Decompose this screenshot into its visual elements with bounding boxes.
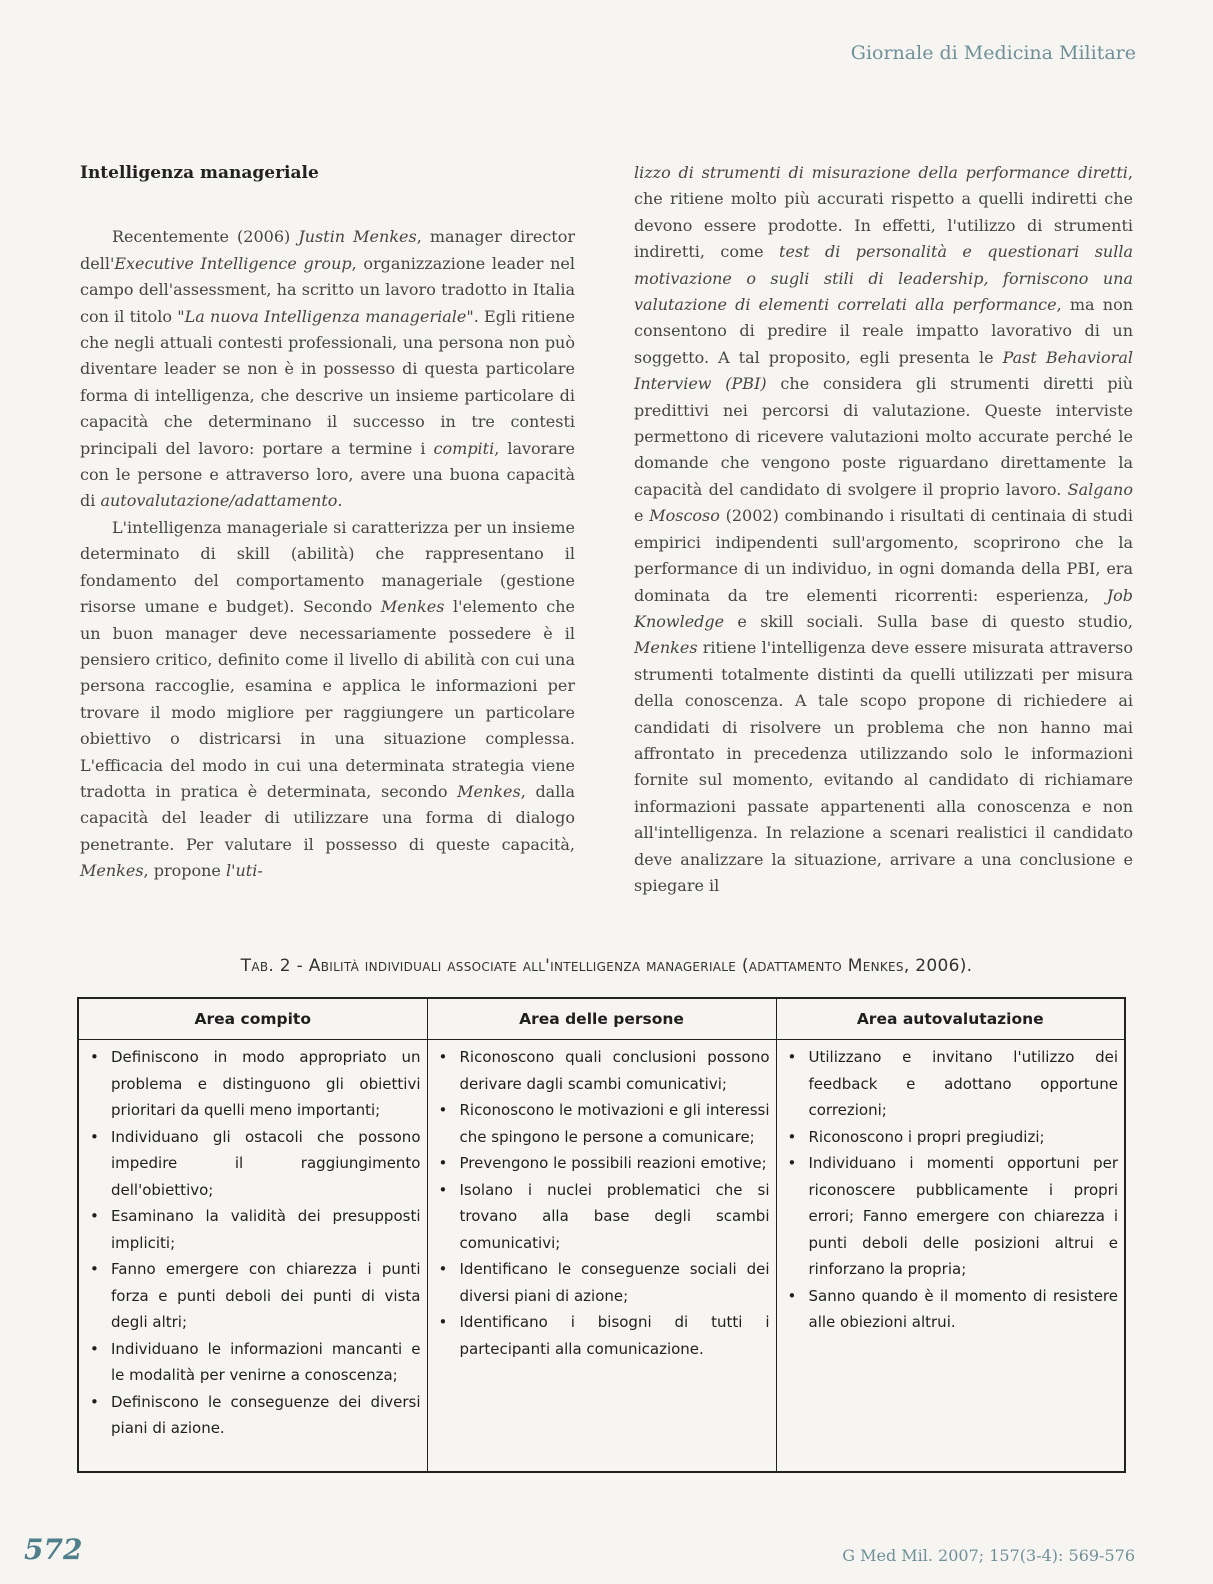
italic-run: Moscoso [649,506,720,526]
list-item: • Esaminano la validità dei presupposti impliciti; [83,1203,421,1256]
text-run: ritiene l'intelligenza deve essere misurata attraverso strumenti totalmente distinti da quelli utilizzati per misura della conoscenza. A tale scopo propone di richiedere ai candidati di risolvere un problema che non hanno mai affrontato in precedenza utilizzando solo le informazioni fornite sul momento, evitando al candidato di richiamare informazioni passate appartenenti alla conoscenza e non all'intelligenza. In relazione a scenari realistici il candidato deve analizzare la situazione, arrivare a una conclusione e spiegare il [634,638,1133,895]
list-item: • Definiscono le conseguenze dei diversi piani di azione. [83,1389,421,1442]
bullet-list [83,1044,421,1442]
list-item: • Riconoscono le motivazioni e gli interessi che spingono le persone a comunicare; [432,1097,770,1150]
section-title: Intelligenza manageriale [80,163,319,183]
italic-run: compiti [433,438,495,458]
list-item: • Individuano i momenti opportuni per riconoscere pubblicamente i propri errori; Fanno emergere con chiarezza i punti deboli delle posizioni altrui e rinforzano la propria; [781,1150,1119,1283]
text-run: Recentemente (2006) [112,227,299,247]
list-item: • Riconoscono i propri pregiudizi; [781,1124,1119,1151]
cell-area-autovalutazione [776,1040,1125,1473]
list-item: • Riconoscono quali conclusioni possono derivare dagli scambi comunicativi; [432,1044,770,1097]
bullet-list [432,1044,770,1362]
text-run: ". Egli ritiene che negli attuali contesti professionali, una persona non può diventare leader se non è in possesso di questa particolare forma di intelligenza, che descrive un insieme particolare di capacità che determinano il successo in tre contesti principali del lavoro: portare a termine i [80,306,576,458]
text-run: (2002) combinando i risultati di centinaia di studi empirici indipendenti sull'argomento, scoprirono che la performance di un individuo, in ogni domanda della PBI, era dominata da tre elementi ricorrenti: esperienza, [634,506,1134,605]
italic-run: Past Behavioral Interview (PBI) [634,347,1133,394]
bullet-list [781,1044,1119,1336]
page-number: 572 [24,1533,83,1566]
abilities-table [77,997,1126,1473]
journal-header: Giornale di Medicina Militare [850,42,1136,64]
italic-run: Salgano [1067,479,1133,499]
text-run: , propone [143,861,226,881]
italic-run: Job Knowledge [634,585,1133,631]
journal-citation: G Med Mil. 2007; 157(3-4): 569-576 [842,1546,1135,1565]
italic-run: lizzo di strumenti di misurazione della performance diretti [634,163,1128,182]
column-header-area-persone: Area delle persone [427,998,776,1040]
column-header-area-autovalutazione: Area autovalutazione [776,998,1125,1040]
cell-area-persone [427,1040,776,1473]
caption-text: Tab. 2 - Abilità individuali associate all'intelligenza manageriale (adattamento Menkes, 2006). [240,956,973,976]
list-item: • Identificano le conseguenze sociali dei diversi piani di azione; [432,1256,770,1309]
text-run: che considera gli strumenti diretti più predittivi nei percorsi di valutazione. Queste interviste permettono di ricevere valutazioni molto accurate perché le domande che vengono poste riguardano direttamente la capacità del candidato di svolgere il proprio lavoro. [634,374,1133,499]
list-item: • Identificano i bisogni di tutti i partecipanti alla comunicazione. [432,1309,770,1362]
right-column [634,160,1133,899]
italic-run: test di personalità e questionari sulla motivazione o sugli stili di leadership, forniscono una valutazione di elementi correlati alla performance [634,242,1133,315]
italic-run: Menkes [380,597,445,617]
left-column [80,160,575,885]
italic-run: l'uti- [225,861,263,881]
list-item: • Sanno quando è il momento di resistere alle obiezioni altrui. [781,1283,1119,1336]
list-item: • Fanno emergere con chiarezza i punti forza e punti deboli dei punti di vista degli altri; [83,1256,421,1336]
list-item: • Individuano gli ostacoli che possono impedire il raggiungimento dell'obiettivo; [83,1124,421,1204]
paragraph-1 [80,224,575,514]
list-item: • Prevengono le possibili reazioni emotive; [432,1150,770,1177]
italic-run: Executive Intelligence group [114,253,352,273]
list-item: • Utilizzano e invitano l'utilizzo dei feedback e adottano opportune correzioni; [781,1044,1119,1124]
italic-run: Menkes [457,781,521,801]
text-run: , manager director dell' [80,227,575,273]
paragraph-2 [80,515,575,885]
list-item: • Individuano le informazioni mancanti e le modalità per venirne a conoscenza; [83,1336,421,1389]
cell-area-compito [78,1040,427,1473]
list-item: • Isolano i nuclei problematici che si trovano alla base degli scambi comunicativi; [432,1177,770,1257]
text-run: L'intelligenza manageriale si caratterizza per un insieme determinato di skill (abilità) che rappresentano il fondamento del comportamento manageriale (gestione risorse umane e budget). Secondo [80,517,575,617]
list-item: • Definiscono in modo appropriato un problema e distinguono gli obiettivi prioritari da quelli meno importanti; [83,1044,421,1124]
paragraph-3 [634,160,1133,899]
italic-run: La nuova Intelligenza manageriale [184,306,467,326]
text-run: . [337,491,343,511]
text-run: , che ritiene molto più accurati rispetto a quelli indiretti che devono essere prodotte. In effetti, l'utilizzo di strumenti indiretti, come [634,163,1133,262]
column-header-area-compito: Area compito [78,998,427,1040]
text-run: l'elemento che un buon manager deve necessariamente possedere è il pensiero critico, definito come il livello di abilità con cui una persona raccoglie, esamina e applica le informazioni per trovare il modo migliore per raggiungere un particolare obiettivo o districarsi in una situazione complessa. L'efficacia del modo in cui una determinata strategia viene tradotta in pratica è determinata, secondo [80,597,576,801]
table-caption [0,956,1213,976]
text-run: , organizzazione leader nel campo dell'assessment, ha scritto un lavoro tradotto in Italia con il titolo " [80,253,575,326]
italic-run: Menkes [634,638,698,658]
italic-run: Justin Menkes [298,227,417,247]
text-run: , ma non consentono di predire il reale impatto lavorativo di un soggetto. A tal proposito, egli presenta le [634,295,1134,367]
text-run: e [634,506,650,526]
text-run: , dalla capacità del leader di utilizzare una forma di dialogo penetrante. Per valutare il possesso di queste capacità, [80,781,575,854]
italic-run: Menkes [80,861,144,881]
italic-run: autovalutazione/adattamento [100,491,338,511]
table-row [78,1040,1125,1473]
text-run: e skill sociali. Sulla base di questo studio, [724,611,1133,631]
table-header-row [78,998,1125,1040]
text-run: , lavorare con le persone e attraverso loro, avere una buona capacità di [80,438,575,511]
